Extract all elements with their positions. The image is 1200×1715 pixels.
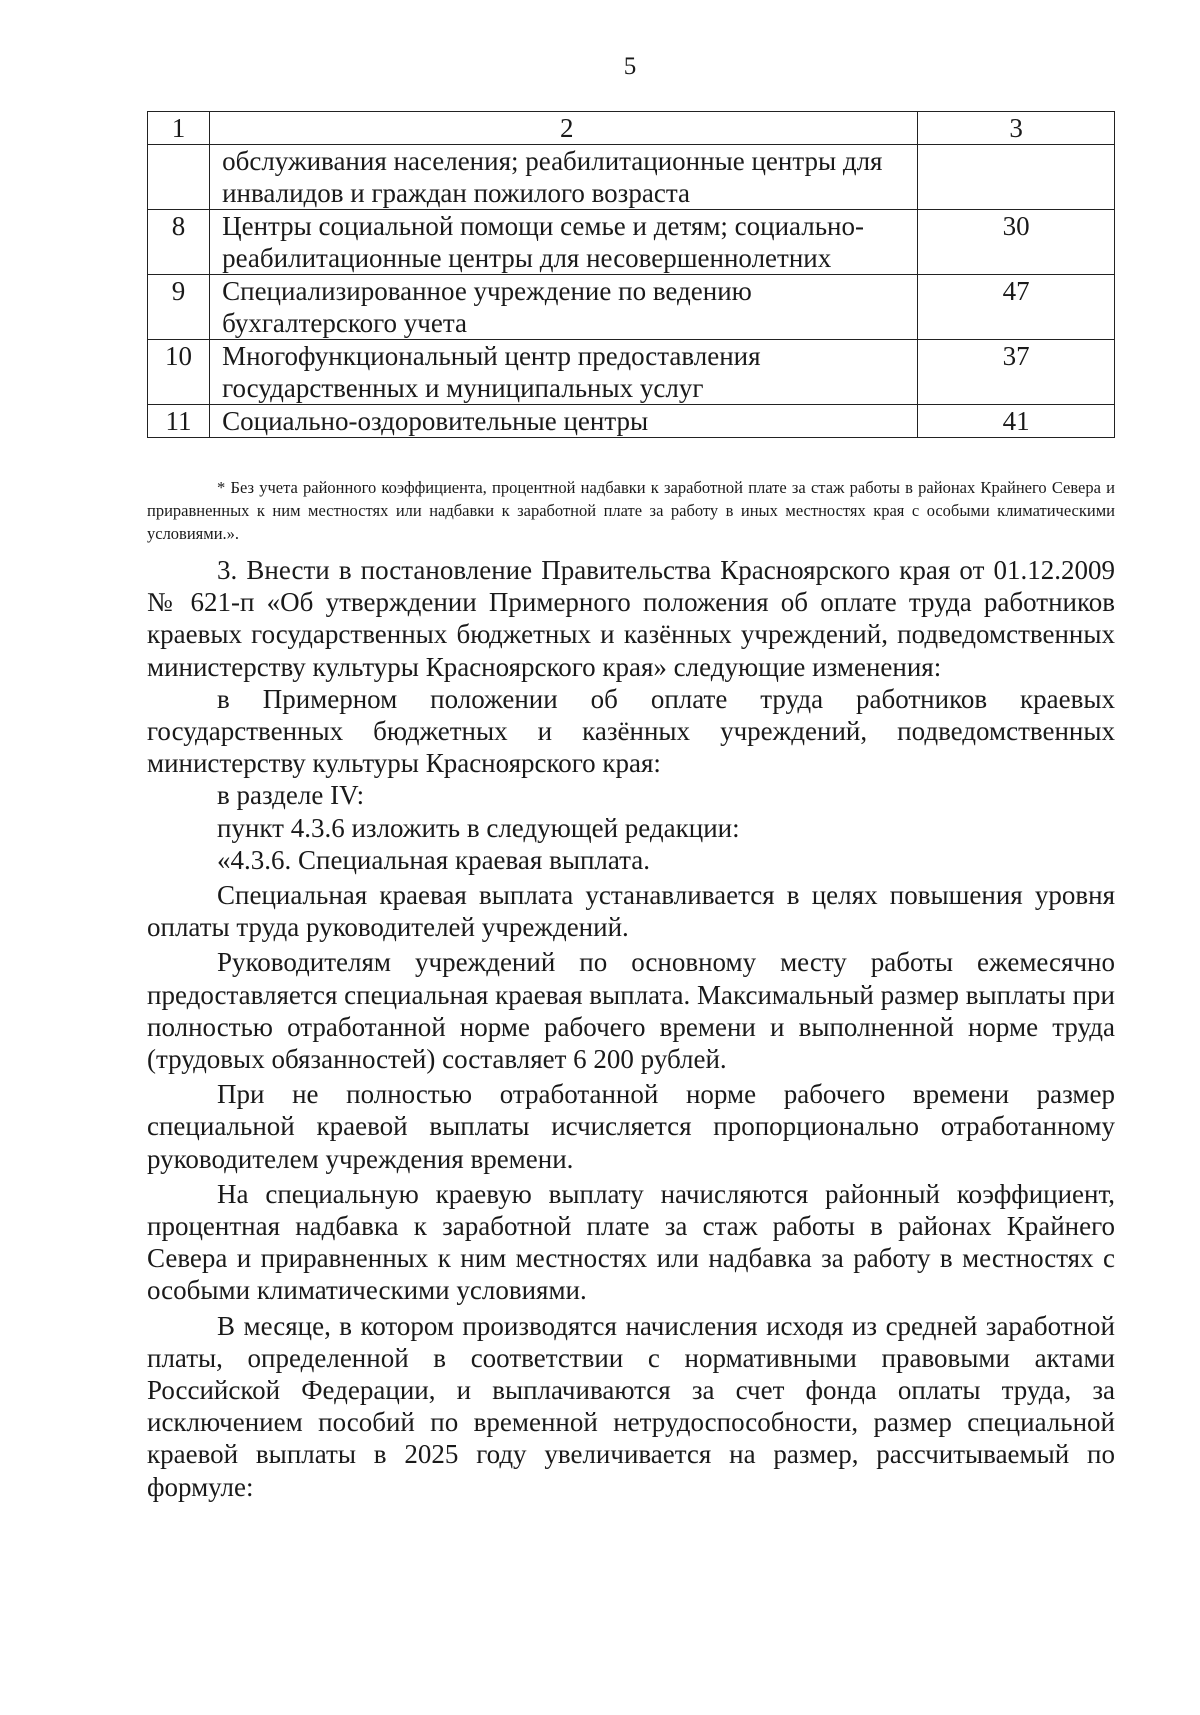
institution-name: Социально-оздоровительные центры [210,405,918,438]
row-number: 11 [148,405,210,438]
table-row [148,210,1115,275]
row-number: 8 [148,210,210,275]
paragraph: При не полностью отработанной норме рабочего времени размер специальной краевой выплаты исчисляется пропорционально отработанному руководителем учреждения времени. [147,1079,1115,1174]
document-body [147,554,1115,1503]
table-header-cell: 1 [148,112,210,145]
table-row [148,405,1115,438]
institution-name: Специализированное учреждение по ведению бухгалтерского учета [210,275,918,340]
paragraph: Специальная краевая выплата устанавливается в целях повышения уровня оплаты труда руководителей учреждений. [147,880,1115,943]
table-row [148,340,1115,405]
row-number: 9 [148,275,210,340]
table-row [148,145,1115,210]
paragraph: в Примерном положении об оплате труда работников краевых государственных бюджетных и казённых учреждений, подведомственных министерству культуры Красноярского края: [147,683,1115,779]
row-value: 37 [918,340,1115,405]
paragraph: На специальную краевую выплату начисляются районный коэффициент, процентная надбавка к заработной плате за стаж работы в районах Крайнего Севера и приравненных к ним местностях или надбавка за работу в местностях с особыми климатическими условиями. [147,1178,1115,1306]
row-value: 47 [918,275,1115,340]
institutions-table [147,111,1115,438]
institution-name: Центры социальной помощи семье и детям; социально-реабилитационные центры для несовершеннолетних [210,210,918,275]
row-number: 10 [148,340,210,405]
row-value [918,145,1115,210]
paragraph: 3. Внести в постановление Правительства Красноярского края от 01.12.2009 № 621-п «Об утверждении Примерного положения об оплате труда работников краевых государственных бюджетных и казённых учреждений, подведомственных министерству культуры Красноярского края» следующие изменения: [147,555,1115,682]
paragraph: в разделе IV: [217,780,365,811]
table-row [148,275,1115,340]
page-number: 5 [623,53,637,80]
paragraph: «4.3.6. Специальная краевая выплата. [217,844,651,875]
paragraph: Руководителям учреждений по основному месту работы ежемесячно предоставляется специальная краевая выплата. Максимальный размер выплаты при полностью отработанной норме рабочего времени и выполненной норме труда (трудовых обязанностей) составляет 6 200 рублей. [147,947,1115,1075]
row-number [148,145,210,210]
institution-name: Многофункциональный центр предоставления государственных и муниципальных услуг [210,340,918,405]
table-header-cell: 3 [918,112,1115,145]
institution-name: обслуживания населения; реабилитационные центры для инвалидов и граждан пожилого возраста [210,145,918,210]
table-footnote: * Без учета районного коэффициента, процентной надбавки к заработной плате за стаж работы в районах Крайнего Севера и приравненных к ним местностях или надбавки к заработной плате за работу в иных местностях края с особыми климатическими условиями.». [147,478,1115,543]
paragraph: В месяце, в котором производятся начисления исходя из средней заработной платы, определенной в соответствии с нормативными правовыми актами Российской Федерации, и выплачиваются за счет фонда оплаты труда, за исключением пособий по временной нетрудоспособности, размер специальной краевой выплаты в 2025 году увеличивается на размер, рассчитываемый по формуле: [147,1310,1115,1502]
row-value: 30 [918,210,1115,275]
paragraph: пункт 4.3.6 изложить в следующей редакции: [217,812,740,843]
table-header-cell: 2 [210,112,918,145]
row-value: 41 [918,405,1115,438]
table-header-row [148,112,1115,145]
